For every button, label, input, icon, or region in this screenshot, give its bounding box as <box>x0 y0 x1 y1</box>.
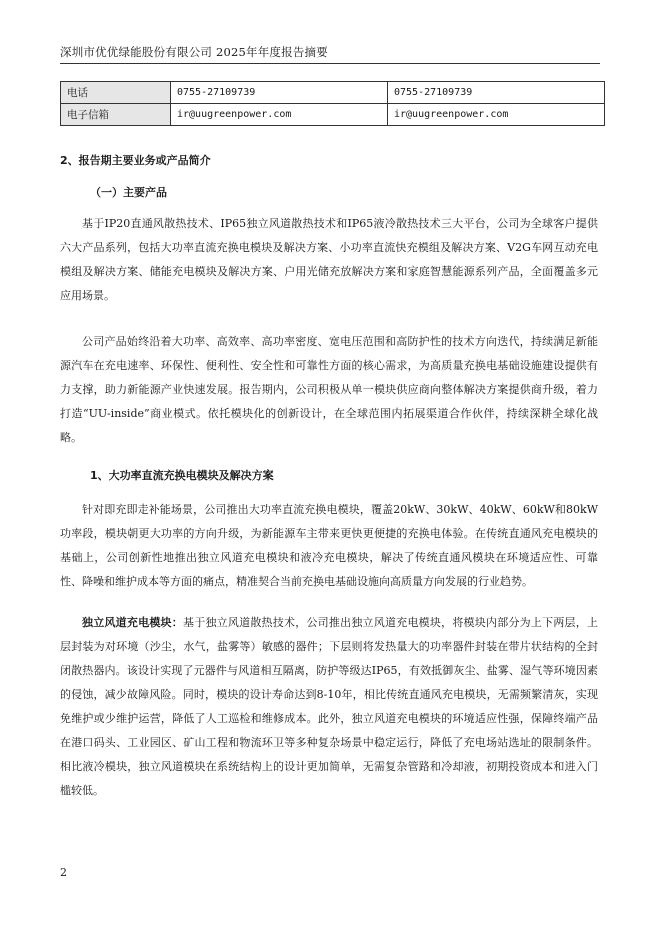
page-number: 2 <box>60 866 67 879</box>
independent-air-duct-body: 基于独立风道散热技术，公司推出独立风道充电模块，将模块内部分为上下两层，上层封装为对环境（沙尘，水气，盐雾等）敏感的器件；下层则将发热量大的功率器件封装在带片状结构的全封闭散热器内。该设计实现了元器件与风道相互隔离，防护等级达IP65，有效抵御灰尘、盐雾、湿气等环境因素的侵蚀，减少故障风险。同时，模块的设计寿命达到8-10年，相比传统直通风充电模块，无需频繁清灰，实现免维护或少维护运营，降低了人工巡检和维修成本。此外，独立风道充电模块的环境适应性强，保障终端产品在港口码头、工业园区、矿山工程和物流环卫等多种复杂场景中稳定运行，降低了充电场站选址的限制条件。相比液冷模块，独立风道模块在系统结构上的设计更加简单，无需复杂管路和冷却液，初期投资成本和进入门槛较低。 <box>60 616 598 797</box>
contact-table <box>60 81 605 126</box>
phone-value-1: 0755-27109739 <box>171 82 388 104</box>
header-divider <box>60 63 600 64</box>
item-heading-high-power-module: 1、大功率直流充换电模块及解决方案 <box>90 469 274 482</box>
paragraph-independent-air-duct <box>60 611 598 803</box>
report-header-title: 深圳市优优绿能股份有限公司 2025年年度报告摘要 <box>60 45 328 59</box>
table-row-phone <box>61 82 605 104</box>
sub-heading-main-products: （一）主要产品 <box>90 186 167 199</box>
email-label: 电子信箱 <box>61 104 171 126</box>
phone-value-2: 0755-27109739 <box>388 82 605 104</box>
independent-air-duct-lead: 独立风道充电模块： <box>82 616 183 629</box>
email-value-1: ir@uugreenpower.com <box>171 104 388 126</box>
paragraph-technology-direction: 公司产品始终沿着大功率、高效率、高功率密度、宽电压范围和高防护性的技术方向迭代，持续满足新能源汽车在充电速率、环保性、便利性、安全性和可靠性方面的核心需求，为高质量充换电基础设施建设提供有力支撑，助力新能源产业快速发展。报告期内，公司积极从单一模块供应商向整体解决方案提供商升级，着力打造“UU-inside”商业模式。依托模块化的创新设计，在全球范围内拓展渠道合作伙伴，持续深耕全球化战略。 <box>60 335 598 444</box>
table-row-email <box>61 104 605 126</box>
paragraph-product-overview: 基于IP20直通风散热技术、IP65独立风道散热技术和IP65液冷散热技术三大平台，公司为全球客户提供六大产品系列，包括大功率直流充换电模块及解决方案、小功率直流快充模组及解决方案、V2G车网互动充电模组及解决方案、储能充电模块及解决方案、户用光储充放解决方案和家庭智慧能源系列产品，全面覆盖多元应用场景。 <box>60 217 598 302</box>
paragraph-high-power-module: 针对即充即走补能场景，公司推出大功率直流充换电模块，覆盖20kW、30kW、40kW、60kW和80kW功率段，模块朝更大功率的方向升级，为新能源车主带来更快更便捷的充换电体验。在传统直通风充电模块的基础上，公司创新性地推出独立风道充电模块和液冷充电模块，解决了传统直通风模块在环境适应性、可靠性、降噪和维护成本等方面的痛点，精准契合当前充换电基础设施向高质量方向发展的行业趋势。 <box>60 503 598 588</box>
phone-label: 电话 <box>61 82 171 104</box>
section-heading: 2、报告期主要业务或产品简介 <box>60 154 211 167</box>
email-value-2: ir@uugreenpower.com <box>388 104 605 126</box>
